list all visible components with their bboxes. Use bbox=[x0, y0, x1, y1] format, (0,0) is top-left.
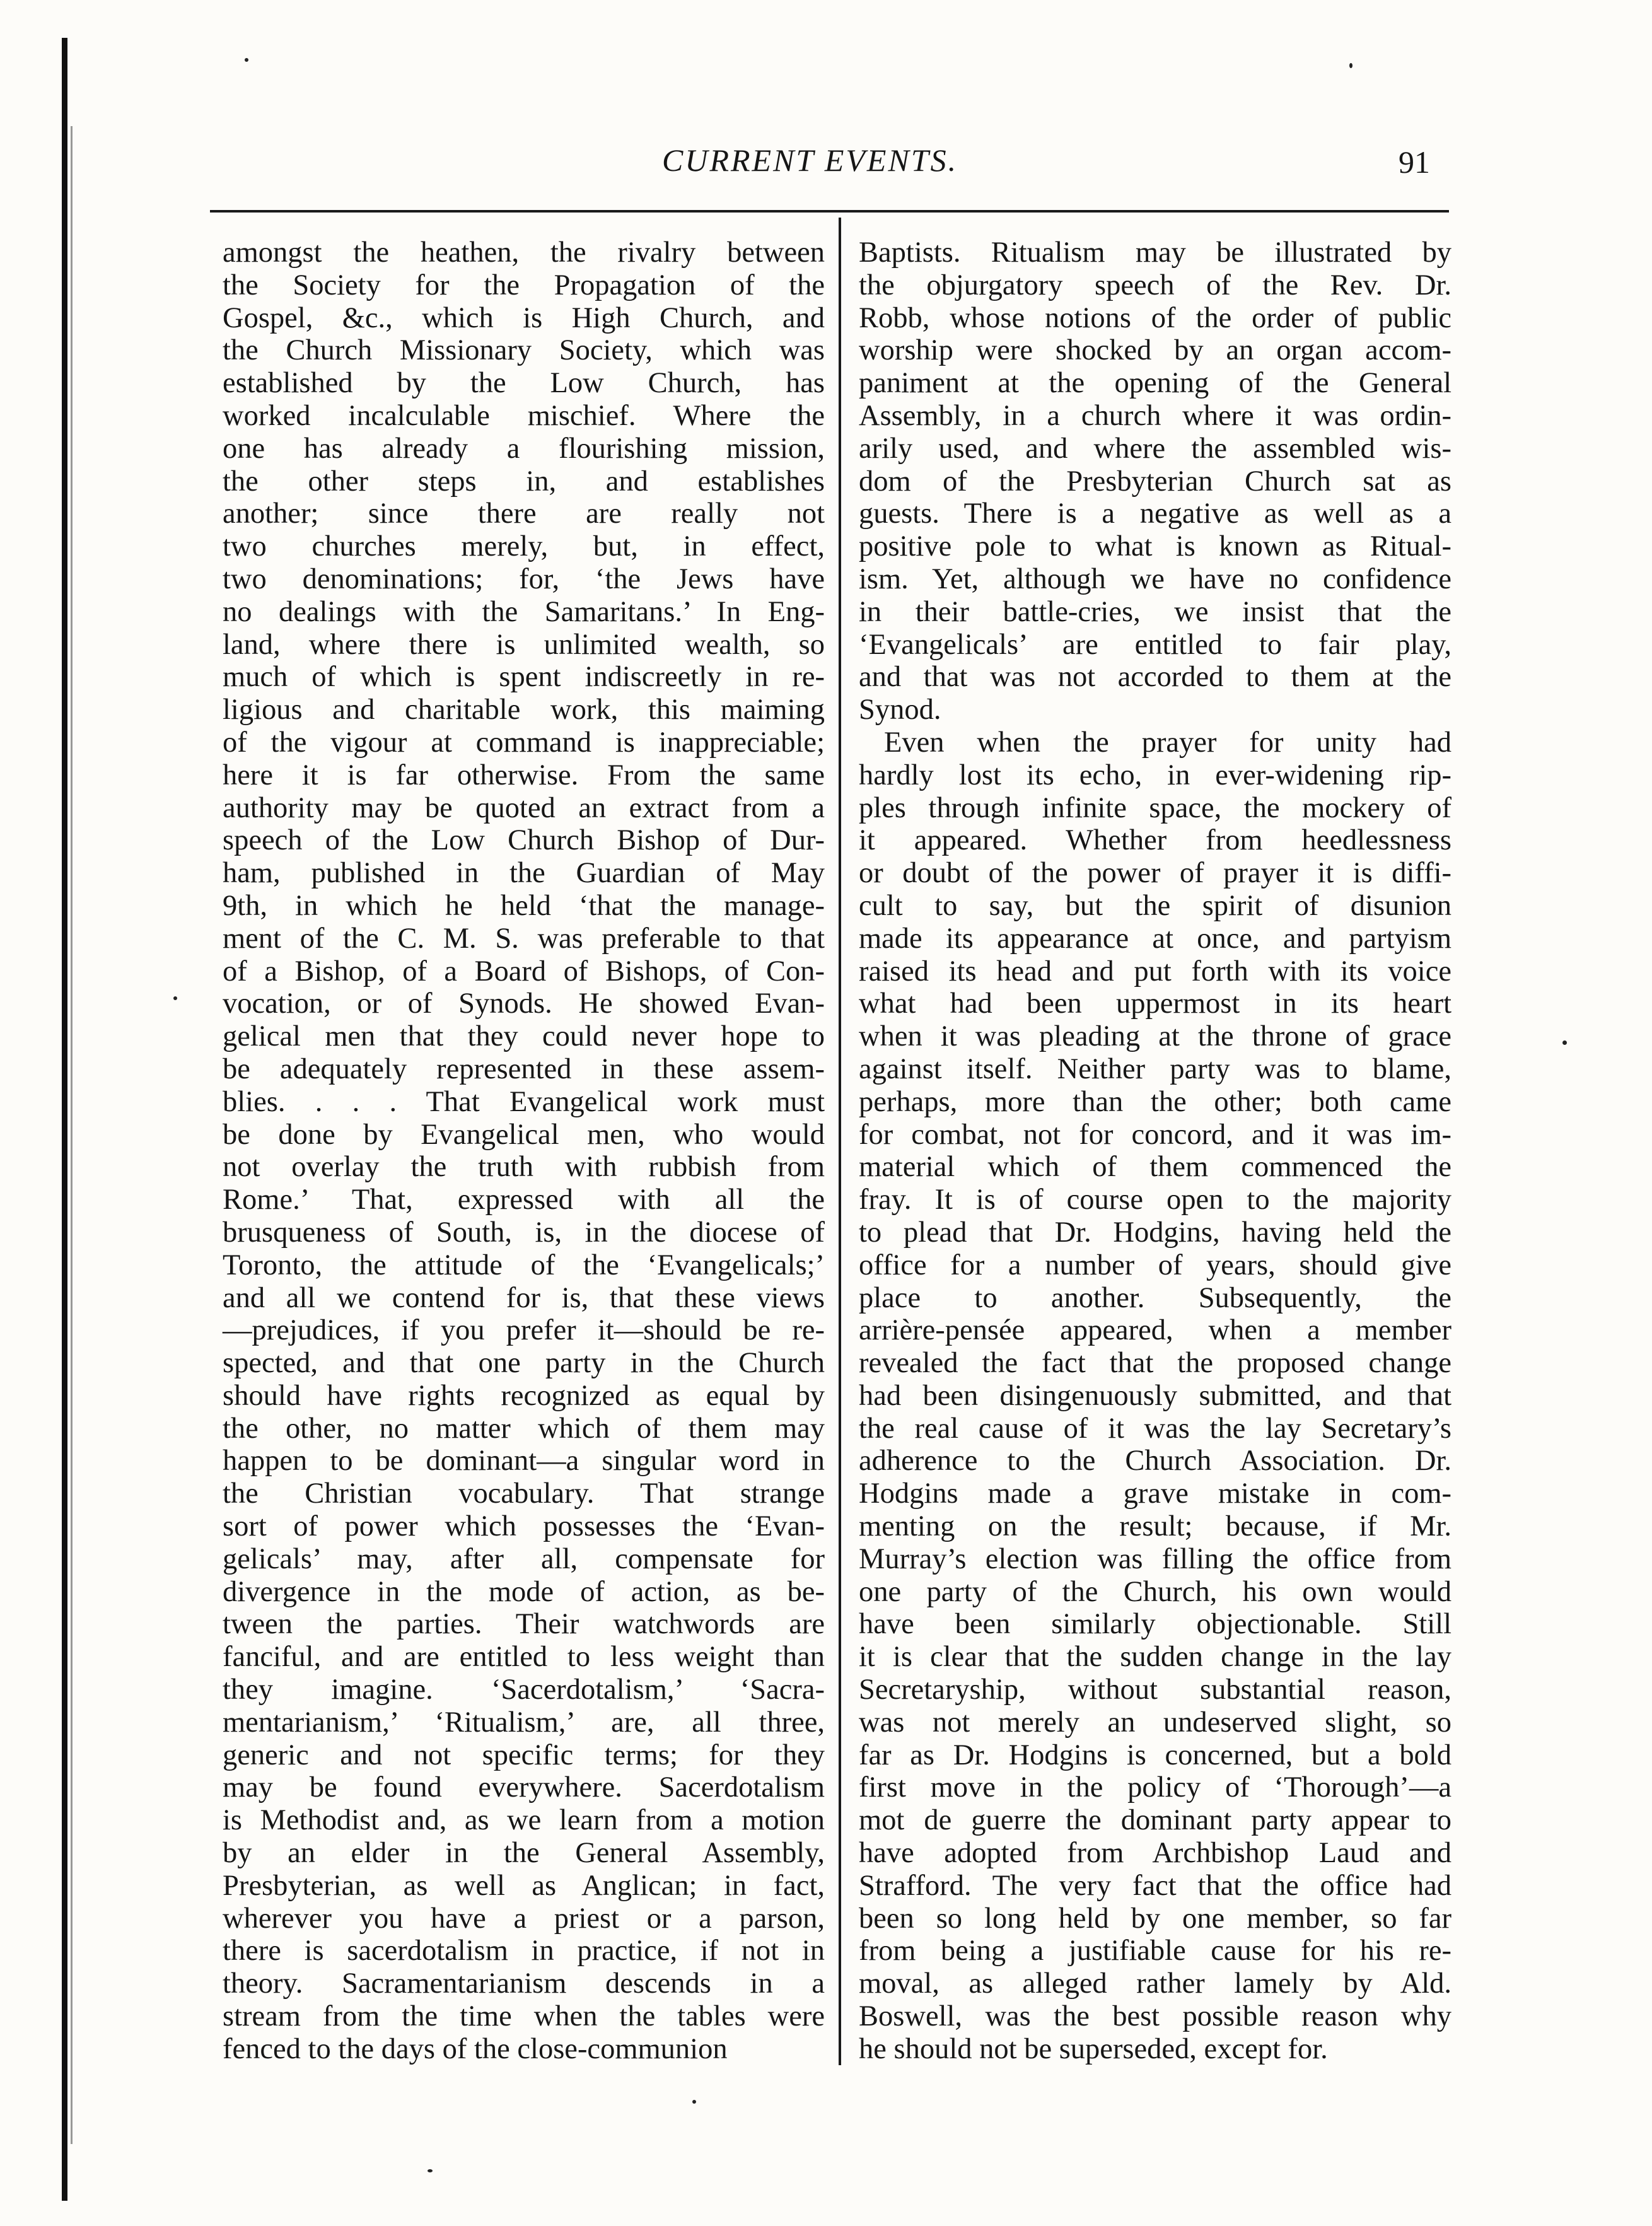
text-line: the objurgatory speech of the Rev. Dr. bbox=[859, 269, 1451, 301]
text-line: worship were shocked by an organ accom- bbox=[859, 334, 1451, 367]
text-line: he should not be superseded, except for. bbox=[859, 2032, 1328, 2065]
text-line: office for a number of years, should give bbox=[859, 1249, 1451, 1281]
text-line: was not merely an undeserved slight, so bbox=[859, 1706, 1451, 1739]
text-line: arrière-pensée appeared, when a member bbox=[859, 1314, 1451, 1347]
text-line: ism. Yet, although we have no confidence bbox=[859, 562, 1451, 595]
text-line: Presbyterian, as well as Anglican; in fact, bbox=[223, 1869, 825, 1902]
text-line: mentarianism,’ ‘Ritualism,’ are, all three, bbox=[223, 1706, 825, 1739]
text-line: authority may be quoted an extract from a bbox=[223, 791, 825, 824]
text-line: menting on the result; because, if Mr. bbox=[859, 1510, 1451, 1543]
text-line: ples through infinite space, the mockery of bbox=[859, 791, 1451, 824]
text-line: wherever you have a priest or a parson, bbox=[223, 1902, 825, 1935]
text-line: two churches merely, but, in effect, bbox=[223, 530, 825, 563]
text-line: established by the Low Church, has bbox=[223, 367, 825, 400]
text-line: far as Dr. Hodgins is concerned, but a bold bbox=[859, 1739, 1451, 1771]
text-line: Murray’s election was filling the office from bbox=[859, 1542, 1451, 1575]
text-line: first move in the policy of ‘Thorough’—a bbox=[859, 1771, 1451, 1804]
text-line: vocation, or of Synods. He showed Evan- bbox=[223, 988, 825, 1020]
text-line: much of which is spent indiscreetly in re- bbox=[223, 661, 825, 694]
text-line: Hodgins made a grave mistake in com- bbox=[859, 1477, 1451, 1510]
text-line: stream from the time when the tables were bbox=[223, 2000, 825, 2033]
text-line: —prejudices, if you prefer it—should be re- bbox=[223, 1314, 825, 1347]
column-rule bbox=[839, 218, 841, 2065]
text-line: Assembly, in a church where it was ordin- bbox=[859, 399, 1451, 432]
text-line: by an elder in the General Assembly, bbox=[223, 1837, 825, 1870]
text-line: gelical men that they could never hope to bbox=[223, 1020, 825, 1053]
text-line: no dealings with the Samaritans.’ In Eng- bbox=[223, 595, 825, 628]
scan-speck bbox=[692, 2100, 696, 2104]
text-line: may be found everywhere. Sacerdotalism bbox=[223, 1771, 825, 1804]
text-line: another; since there are really not bbox=[223, 498, 825, 530]
text-line: made its appearance at once, and partyism bbox=[859, 922, 1451, 955]
scan-speck bbox=[428, 2169, 433, 2172]
text-line: two denominations; for, ‘the Jews have bbox=[223, 562, 825, 595]
text-line: the other, no matter which of them may bbox=[223, 1412, 825, 1445]
text-line: here it is far otherwise. From the same bbox=[223, 759, 825, 791]
text-line: Rome.’ That, expressed with all the bbox=[223, 1184, 825, 1216]
text-line: there is sacerdotalism in practice, if not in bbox=[223, 1935, 825, 1967]
text-line: mot de guerre the dominant party appear to bbox=[859, 1804, 1451, 1837]
text-line: guests. There is a negative as well as a bbox=[859, 498, 1451, 530]
text-line: dom of the Presbyterian Church sat as bbox=[859, 465, 1451, 498]
text-line: Robb, whose notions of the order of public bbox=[859, 301, 1451, 334]
text-line: speech of the Low Church Bishop of Dur- bbox=[223, 824, 825, 857]
scan-binding-shadow bbox=[71, 126, 73, 2144]
text-line: tween the parties. Their watchwords are bbox=[223, 1608, 825, 1641]
text-line: Secretaryship, without substantial reason, bbox=[859, 1674, 1451, 1706]
text-line: Synod. bbox=[859, 694, 941, 726]
text-line: have adopted from Archbishop Laud and bbox=[859, 1837, 1451, 1870]
text-line: arily used, and where the assembled wis- bbox=[859, 432, 1451, 465]
text-line: revealed the fact that the proposed change bbox=[859, 1347, 1451, 1380]
scan-binding-edge bbox=[62, 38, 67, 2201]
left-column bbox=[223, 236, 825, 2066]
text-line: positive pole to what is known as Ritual- bbox=[859, 530, 1451, 563]
scan-speck bbox=[173, 996, 177, 1000]
text-line: it appeared. Whether from heedlessness bbox=[859, 824, 1451, 857]
text-line: have been similarly objectionable. Still bbox=[859, 1608, 1451, 1641]
scan-speck bbox=[1562, 1040, 1567, 1045]
text-line: against itself. Neither party was to blame, bbox=[859, 1052, 1451, 1085]
text-line: had been disingenuously submitted, and that bbox=[859, 1379, 1451, 1412]
text-line: it is clear that the sudden change in the lay bbox=[859, 1641, 1451, 1674]
text-line: land, where there is unlimited wealth, so bbox=[223, 628, 825, 661]
scan-speck bbox=[245, 58, 248, 62]
text-line: ment of the C. M. S. was preferable to that bbox=[223, 922, 825, 955]
text-line: be done by Evangelical men, who would bbox=[223, 1118, 825, 1151]
running-head: CURRENT EVENTS. bbox=[662, 143, 958, 178]
text-line: theory. Sacramentarianism descends in a bbox=[223, 1967, 825, 2000]
text-line: hardly lost its echo, in ever-widening rip- bbox=[859, 759, 1451, 791]
right-column bbox=[859, 236, 1451, 2066]
text-line: material which of them commenced the bbox=[859, 1151, 1451, 1184]
text-line: worked incalculable mischief. Where the bbox=[223, 399, 825, 432]
text-line: to plead that Dr. Hodgins, having held the bbox=[859, 1216, 1451, 1249]
text-line: or doubt of the power of prayer it is diffi- bbox=[859, 857, 1451, 890]
text-line: adherence to the Church Association. Dr. bbox=[859, 1445, 1451, 1477]
text-line: the real cause of it was the lay Secretary’s bbox=[859, 1412, 1451, 1445]
text-line: when it was pleading at the throne of grace bbox=[859, 1020, 1451, 1053]
text-line: be adequately represented in these assem- bbox=[223, 1052, 825, 1085]
text-line: and that was not accorded to them at the bbox=[859, 661, 1451, 694]
text-line: should have rights recognized as equal by bbox=[223, 1379, 825, 1412]
text-line: Boswell, was the best possible reason why bbox=[859, 2000, 1451, 2033]
text-line: the Society for the Propagation of the bbox=[223, 269, 825, 301]
text-line: of a Bishop, of a Board of Bishops, of Con- bbox=[223, 955, 825, 988]
text-line: Baptists. Ritualism may be illustrated by bbox=[859, 236, 1451, 269]
text-line: amongst the heathen, the rivalry between bbox=[223, 236, 825, 269]
scan-speck bbox=[1349, 63, 1352, 68]
text-line: spected, and that one party in the Church bbox=[223, 1347, 825, 1380]
text-line: ham, published in the Guardian of May bbox=[223, 857, 825, 890]
text-line: Even when the prayer for unity had bbox=[884, 726, 1451, 759]
text-line: sort of power which possesses the ‘Evan- bbox=[223, 1510, 825, 1543]
text-line: the other steps in, and establishes bbox=[223, 465, 825, 498]
text-line: fanciful, and are entitled to less weight than bbox=[223, 1641, 825, 1674]
text-line: happen to be dominant—a singular word in bbox=[223, 1445, 825, 1477]
text-line: generic and not specific terms; for they bbox=[223, 1739, 825, 1771]
text-line: moval, as alleged rather lamely by Ald. bbox=[859, 1967, 1451, 2000]
text-line: paniment at the opening of the General bbox=[859, 367, 1451, 400]
text-line: not overlay the truth with rubbish from bbox=[223, 1151, 825, 1184]
text-line: in their battle-cries, we insist that the bbox=[859, 595, 1451, 628]
page-number: 91 bbox=[1399, 144, 1430, 180]
text-line: divergence in the mode of action, as be- bbox=[223, 1575, 825, 1608]
text-line: they imagine. ‘Sacerdotalism,’ ‘Sacra- bbox=[223, 1674, 825, 1706]
text-line: fenced to the days of the close-communion bbox=[223, 2032, 728, 2065]
text-line: and all we contend for is, that these views bbox=[223, 1281, 825, 1314]
text-line: place to another. Subsequently, the bbox=[859, 1281, 1451, 1314]
text-line: for combat, not for concord, and it was im- bbox=[859, 1118, 1451, 1151]
text-line: been so long held by one member, so far bbox=[859, 1902, 1451, 1935]
text-line: gelicals’ may, after all, compensate for bbox=[223, 1542, 825, 1575]
text-line: fray. It is of course open to the majority bbox=[859, 1184, 1451, 1216]
text-line: the Church Missionary Society, which was bbox=[223, 334, 825, 367]
text-line: the Christian vocabulary. That strange bbox=[223, 1477, 825, 1510]
text-line: is Methodist and, as we learn from a motion bbox=[223, 1804, 825, 1837]
text-line: Toronto, the attitude of the ‘Evangelicals;’ bbox=[223, 1249, 825, 1281]
text-line: Strafford. The very fact that the office had bbox=[859, 1869, 1451, 1902]
text-line: cult to say, but the spirit of disunion bbox=[859, 889, 1451, 922]
text-line: blies. . . . That Evangelical work must bbox=[223, 1085, 825, 1118]
text-line: perhaps, more than the other; both came bbox=[859, 1085, 1451, 1118]
text-line: brusqueness of South, is, in the diocese of bbox=[223, 1216, 825, 1249]
text-line: raised its head and put forth with its voice bbox=[859, 955, 1451, 988]
text-line: one has already a flourishing mission, bbox=[223, 432, 825, 465]
text-line: from being a justifiable cause for his re- bbox=[859, 1935, 1451, 1967]
text-line: one party of the Church, his own would bbox=[859, 1575, 1451, 1608]
text-line: Gospel, &c., which is High Church, and bbox=[223, 301, 825, 334]
text-line: 9th, in which he held ‘that the manage- bbox=[223, 889, 825, 922]
header-rule bbox=[210, 210, 1449, 213]
text-line: ligious and charitable work, this maiming bbox=[223, 694, 825, 726]
text-line: ‘Evangelicals’ are entitled to fair play, bbox=[859, 628, 1451, 661]
text-line: what had been uppermost in its heart bbox=[859, 988, 1451, 1020]
text-line: of the vigour at command is inappreciable; bbox=[223, 726, 825, 759]
